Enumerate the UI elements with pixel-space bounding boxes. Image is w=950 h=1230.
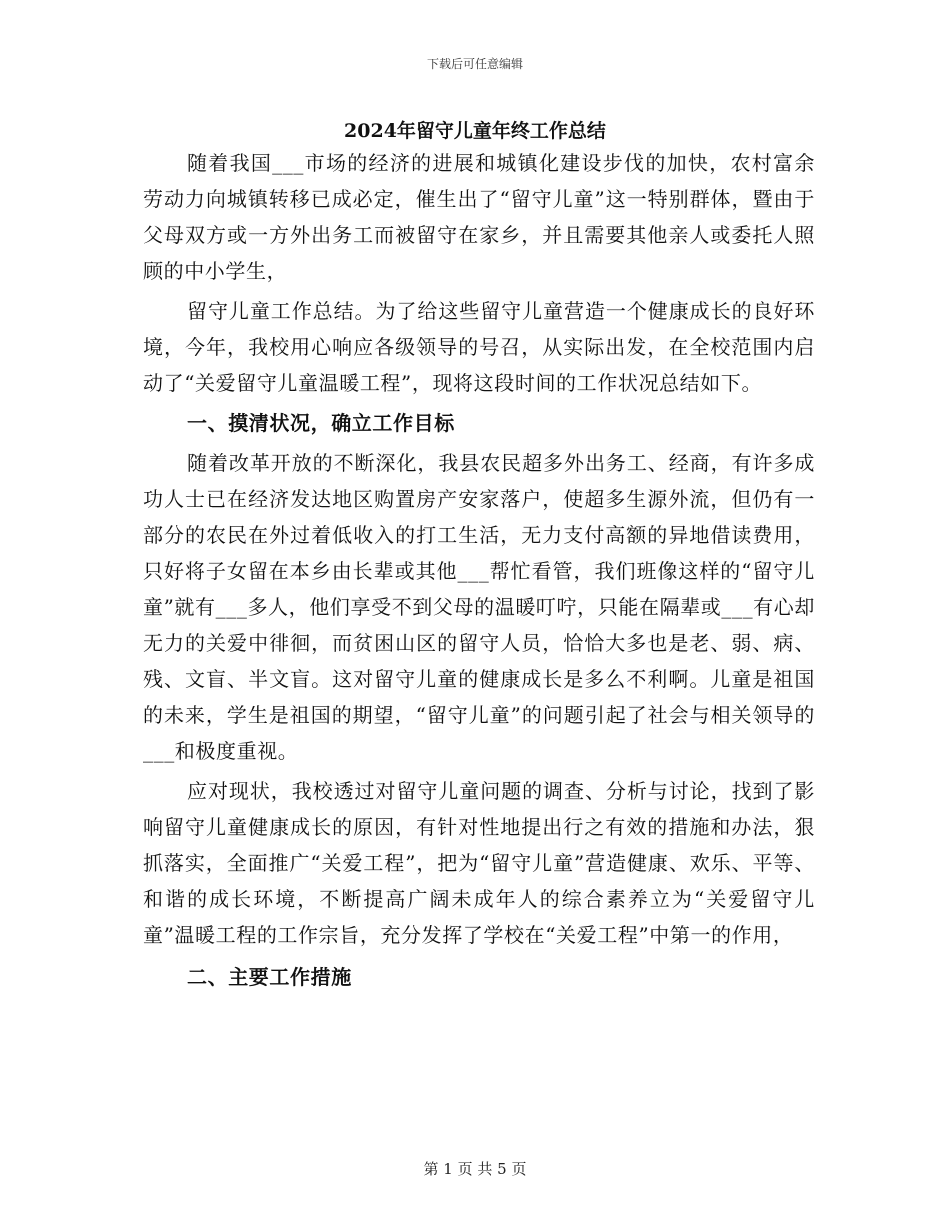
intro-paragraph-1: 随着我国___市场的经济的进展和城镇化建设步伐的加快，农村富余劳动力向城镇转移已成必定，催生出了“留守儿童”这一特别群体，暨由于父母双方或一方外出务工而被留守在家乡，并且需要其他亲人或委托人照顾的中小学生，: [143, 151, 815, 283]
section-1-paragraph-1: 随着改革开放的不断深化，我县农民超多外出务工、经商，有许多成功人士已在经济发达地区购置房产安家落户，使超多生源外流，但仍有一部分的农民在外过着低收入的打工生活，无力支付高额的异地借读费用，只好将子女留在本乡由长辈或其他___帮忙看管，我们班像这样的“留守儿童”就有___多人，他们享受不到父母的温暖叮咛，只能在隔辈或___有心却无力的关爱中徘徊，而贫困山区的留守人员，恰恰大多也是老、弱、病、残、文盲、半文盲。这对留守儿童的健康成长是多么不利啊。儿童是祖国的未来，学生是祖国的期望，“留守儿童”的问题引起了社会与相关领导的___和极度重视。: [143, 451, 815, 763]
header-note: 下载后可任意编辑: [426, 57, 523, 71]
page-number: 第 1 页 共 5 页: [423, 1160, 527, 1178]
section-2-heading: 二、主要工作措施: [187, 965, 352, 989]
section-1-paragraph-2: 应对现状，我校透过对留守儿童问题的调查、分析与讨论，找到了影响留守儿童健康成长的原因，有针对性地提出行之有效的措施和办法，狠抓落实，全面推广“关爱工程”，把为“留守儿童”营造健康、欢乐、平等、和谐的成长环境，不断提高广阔未成年人的综合素养立为“关爱留守儿童”温暖工程的工作宗旨，充分发挥了学校在“关爱工程”中第一的作用，: [143, 779, 815, 947]
intro-paragraph-2: 留守儿童工作总结。为了给这些留守儿童营造一个健康成长的良好环境，今年，我校用心响应各级领导的号召，从实际出发，在全校范围内启动了“关爱留守儿童温暖工程”，现将这段时间的工作状况总结如下。: [143, 299, 815, 395]
section-1-heading: 一、摸清状况，确立工作目标: [187, 411, 455, 435]
document-body: [143, 145, 815, 999]
document-title: 2024年留守儿童年终工作总结: [344, 120, 606, 142]
